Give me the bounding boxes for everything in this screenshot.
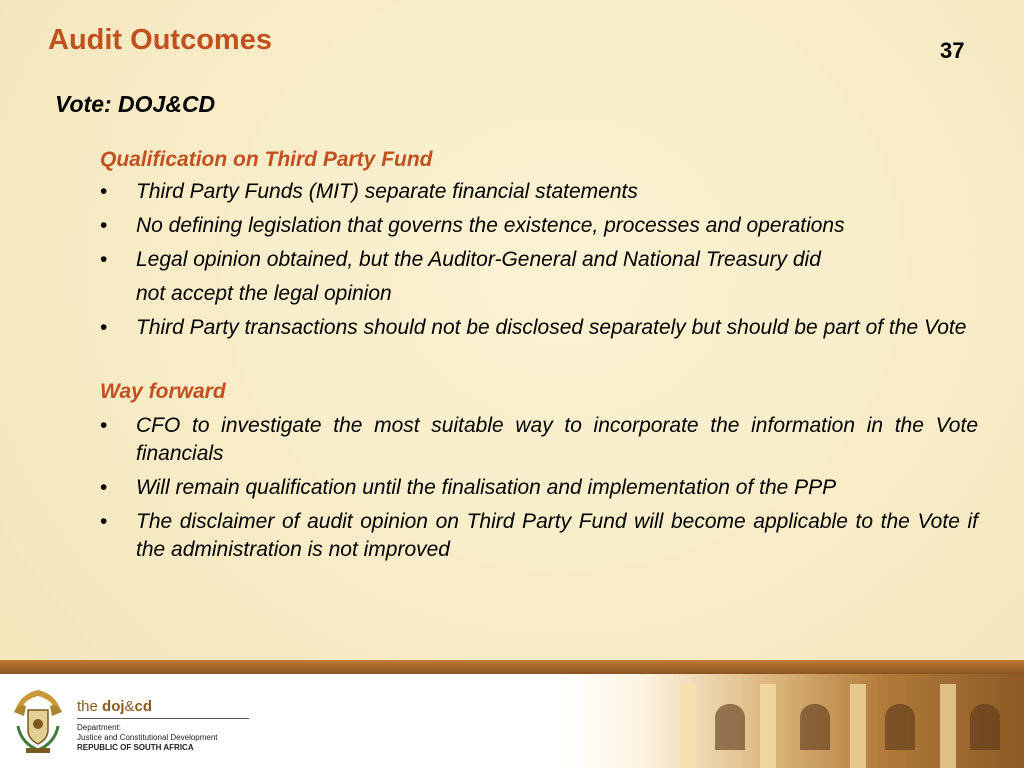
list-item (100, 474, 978, 502)
dept-line3: REPUBLIC OF SOUTH AFRICA (77, 743, 194, 752)
list-item (100, 178, 978, 206)
bullet-icon: • (100, 248, 108, 271)
bullet-text: No defining legislation that governs the existence, processes and operations (136, 214, 845, 237)
building-photo (560, 674, 1024, 768)
bullet-text: CFO to investigate the most suitable way to incorporate the information in the Vote financials (136, 414, 978, 465)
list-item (100, 314, 978, 342)
list-item (100, 412, 978, 468)
logo-the: the (77, 698, 98, 715)
slide-content (100, 146, 978, 564)
footer-divider (0, 660, 1024, 674)
logo-cd: cd (134, 698, 153, 715)
bullet-icon: • (100, 510, 108, 533)
footer (0, 674, 1024, 768)
bullet-text: Third Party Funds (MIT) separate financial statements (136, 180, 638, 203)
logo-wordmark (77, 698, 152, 715)
bullet-icon: • (100, 316, 108, 339)
slide-title: Audit Outcomes (48, 24, 272, 56)
list-item (100, 246, 978, 274)
section-heading-qualification: Qualification on Third Party Fund (100, 148, 433, 171)
bullet-text: Third Party transactions should not be disclosed separately but should be part of the Vote (136, 316, 967, 339)
list-item (100, 212, 978, 240)
bullet-text: Will remain qualification until the finalisation and implementation of the PPP (136, 476, 837, 499)
logo-name: doj (102, 698, 125, 715)
bullet-text: Legal opinion obtained, but the Auditor-General and National Treasury did (136, 248, 821, 271)
photo-column (850, 684, 866, 768)
bullet-continuation: not accept the legal opinion (136, 282, 392, 305)
logo-divider (77, 718, 249, 719)
photo-column (760, 684, 776, 768)
list-item (100, 508, 978, 564)
bullet-icon: • (100, 414, 108, 437)
photo-window (970, 704, 1000, 750)
bullet-icon: • (100, 180, 108, 203)
department-text (77, 723, 218, 753)
coat-of-arms-icon (10, 686, 66, 756)
dept-line1: Department: (77, 723, 122, 732)
photo-window (800, 704, 830, 750)
logo-amp: & (124, 698, 135, 715)
page-number: 37 (940, 38, 965, 63)
bullet-text: The disclaimer of audit opinion on Third Party Fund will become applicable to the Vote if the administration is not improved (136, 510, 978, 561)
bullet-icon: • (100, 214, 108, 237)
photo-window (885, 704, 915, 750)
dept-line2: Justice and Constitutional Development (77, 733, 218, 742)
photo-column (940, 684, 956, 768)
photo-column (680, 684, 696, 768)
slide-subtitle: Vote: DOJ&CD (55, 91, 216, 117)
bullet-icon: • (100, 476, 108, 499)
section-heading-way-forward: Way forward (100, 380, 226, 403)
photo-window (715, 704, 745, 750)
